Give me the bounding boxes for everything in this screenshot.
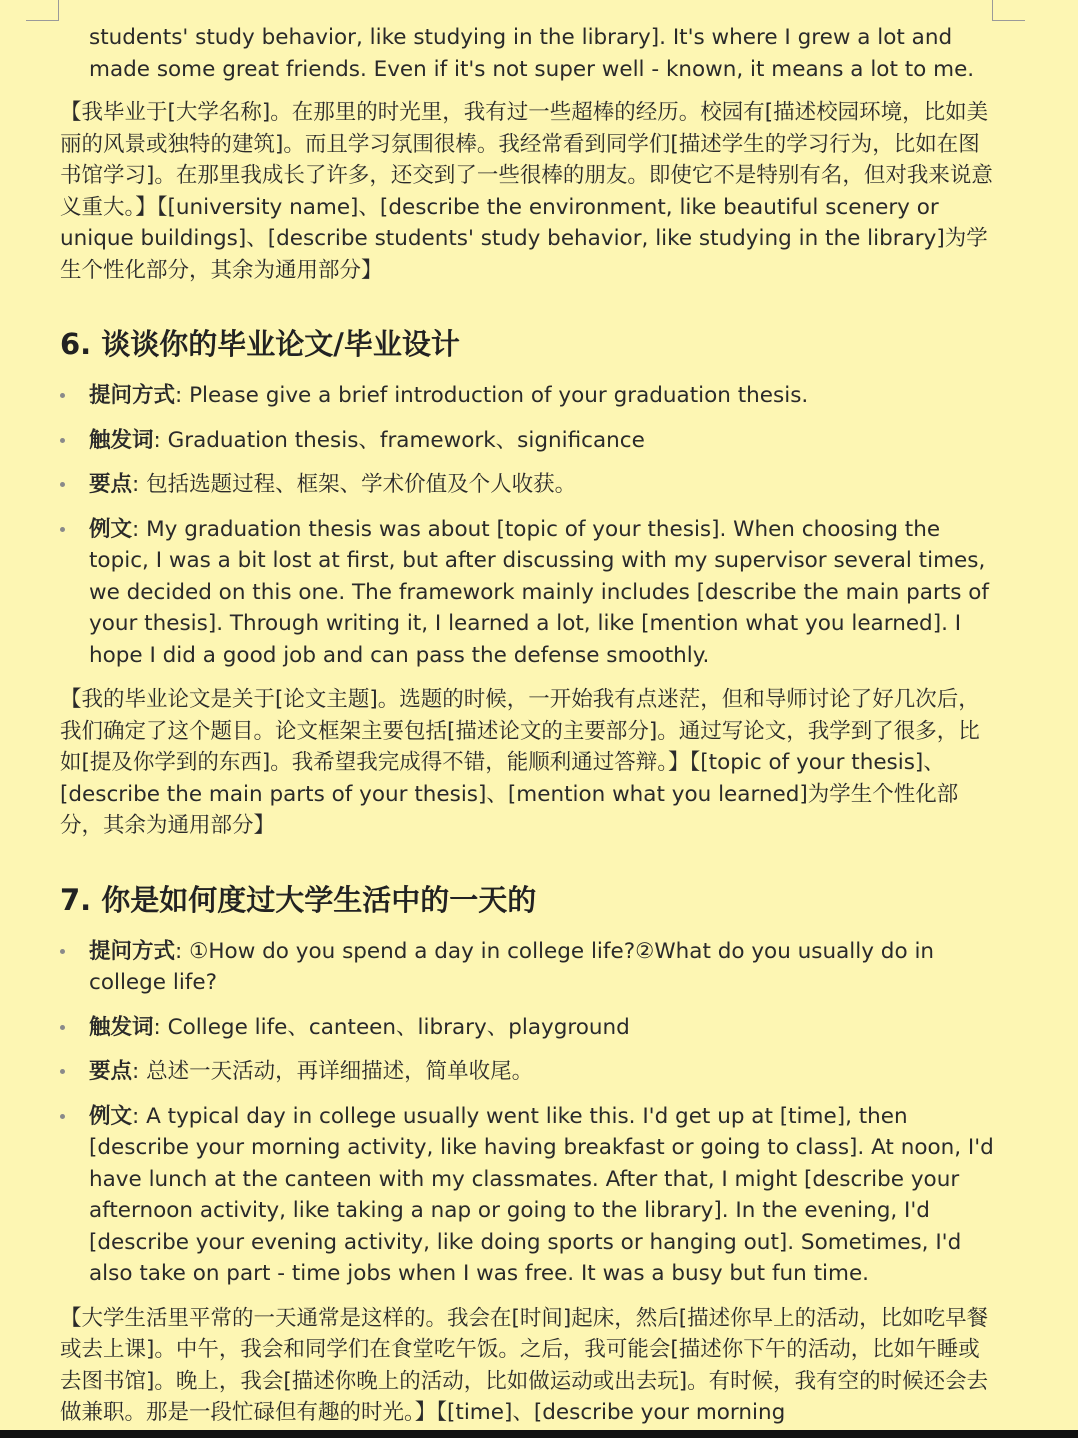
item-separator: :	[175, 383, 190, 408]
item-label: 触发词	[89, 1014, 154, 1040]
bullet-dot-icon	[60, 1114, 65, 1119]
bullet-dot-icon	[60, 1025, 65, 1030]
crop-mark-left	[26, 0, 59, 21]
item-separator: :	[132, 516, 147, 542]
bullet-dot-icon	[60, 482, 65, 487]
item-separator: :	[153, 427, 168, 453]
item-text: A typical day in college usually went like this. I'd get up at [time], then [describe your morning activity, like having breakfast or going to class]. At noon, I'd have lunch at the canteen with my classmates. After that, I might [describe your afternoon activity, like taking a nap or going to the library]. In the evening, I'd [describe your evening activity, like doing sports or hanging out]. Sometimes, I'd also take on part - time jobs when I was free. It was a busy but fun time.	[89, 1103, 994, 1286]
bullet-dot-icon	[60, 949, 65, 954]
item-text: 包括选题过程、框架、学术价值及个人收获。	[146, 472, 577, 497]
bullet-dot-icon	[60, 438, 65, 443]
list-item	[60, 469, 995, 501]
bottom-edge-bar	[0, 1430, 1078, 1438]
item-separator: :	[132, 1103, 147, 1129]
chinese-translation-5: 【我毕业于[大学名称]。在那里的时光里，我有过一些超棒的经历。校园有[描述校园环境，比如美丽的风景或独特的建筑]。而且学习氛围很棒。我经常看到同学们[描述学生的学习行为，比如在图书馆学习]。在那里我成长了许多，还交到了一些很棒的朋友。即使它不是特别有名，但对我来说意义重大。】【[university name]、[describe the environment, like beautiful scenery or unique buildings]、[describe students' study behavior, like studying in the library]为学生个性化部分，其余为通用部分】	[60, 100, 993, 283]
list-item	[60, 1012, 995, 1044]
item-text: My graduation thesis was about [topic of your thesis]. When choosing the topic, I was a bit lost at first, but after discussing with my supervisor several times, we decided on this one. The framework mainly includes [describe the main parts of your thesis]. Through writing it, I learned a lot, like [mention what you learned]. I hope I did a good job and can pass the defense smoothly.	[89, 516, 989, 668]
item-label: 例文	[89, 1103, 133, 1129]
bullet-list	[60, 936, 995, 1290]
item-separator: :	[175, 938, 190, 964]
item-label: 要点	[89, 1059, 133, 1084]
item-text: Please give a brief introduction of your graduation thesis.	[189, 383, 809, 408]
list-item	[60, 936, 995, 999]
document-content	[60, 22, 995, 1429]
item-text: College life、canteen、library、playground	[167, 1014, 630, 1040]
crop-mark-right	[992, 0, 1025, 21]
item-text: 总述一天活动，再详细描述，简单收尾。	[146, 1059, 534, 1084]
section-6	[60, 324, 995, 842]
section-title: 7. 你是如何度过大学生活中的一天的	[60, 882, 537, 917]
item-label: 触发词	[89, 427, 154, 453]
chinese-translation-7: 【大学生活里平常的一天通常是这样的。我会在[时间]起床，然后[描述你早上的活动，比如吃早餐或去上课]。中午，我会和同学们在食堂吃午饭。之后，我可能会[描述你下午的活动，比如午睡或去图书馆]。晚上，我会[描述你晚上的活动，比如做运动或出去玩]。有时候，我有空的时候还会去做兼职。那是一段忙碌但有趣的时光。】【[time]、[describe your morning	[60, 1305, 989, 1425]
continued-example-text: students' study behavior, like studying in the library]. It's where I grew a lot and made some great friends. Even if it's not super well - known, it means a lot to me.	[89, 25, 975, 82]
item-separator: :	[153, 1014, 168, 1040]
bullet-list	[60, 380, 995, 671]
list-item	[60, 425, 995, 457]
list-item	[60, 514, 995, 672]
list-item	[60, 380, 995, 412]
list-item	[60, 1101, 995, 1290]
item-text: Graduation thesis、framework、significance	[167, 427, 645, 453]
item-label: 例文	[89, 516, 133, 542]
item-separator: :	[132, 1059, 147, 1084]
item-separator: :	[132, 472, 147, 497]
section-7	[60, 880, 995, 1429]
bullet-dot-icon	[60, 393, 65, 398]
item-label: 要点	[89, 472, 133, 497]
item-label: 提问方式	[89, 383, 176, 408]
bullet-dot-icon	[60, 1069, 65, 1074]
item-text: ①How do you spend a day in college life?②What do you usually do in college life?	[89, 938, 935, 995]
list-item	[60, 1056, 995, 1088]
bullet-dot-icon	[60, 527, 65, 532]
section-title: 6. 谈谈你的毕业论文/毕业设计	[60, 327, 460, 361]
item-label: 提问方式	[89, 938, 176, 964]
chinese-translation-6: 【我的毕业论文是关于[论文主题]。选题的时候，一开始我有点迷茫，但和导师讨论了好几次后，我们确定了这个题目。论文框架主要包括[描述论文的主要部分]。通过写论文，我学到了很多，比如[提及你学到的东西]。我希望我完成得不错，能顺利通过答辩。】【[topic of your thesis]、[describe the main parts of your thesis]、[mention what you learned]为学生个性化部分，其余为通用部分】	[60, 687, 980, 838]
